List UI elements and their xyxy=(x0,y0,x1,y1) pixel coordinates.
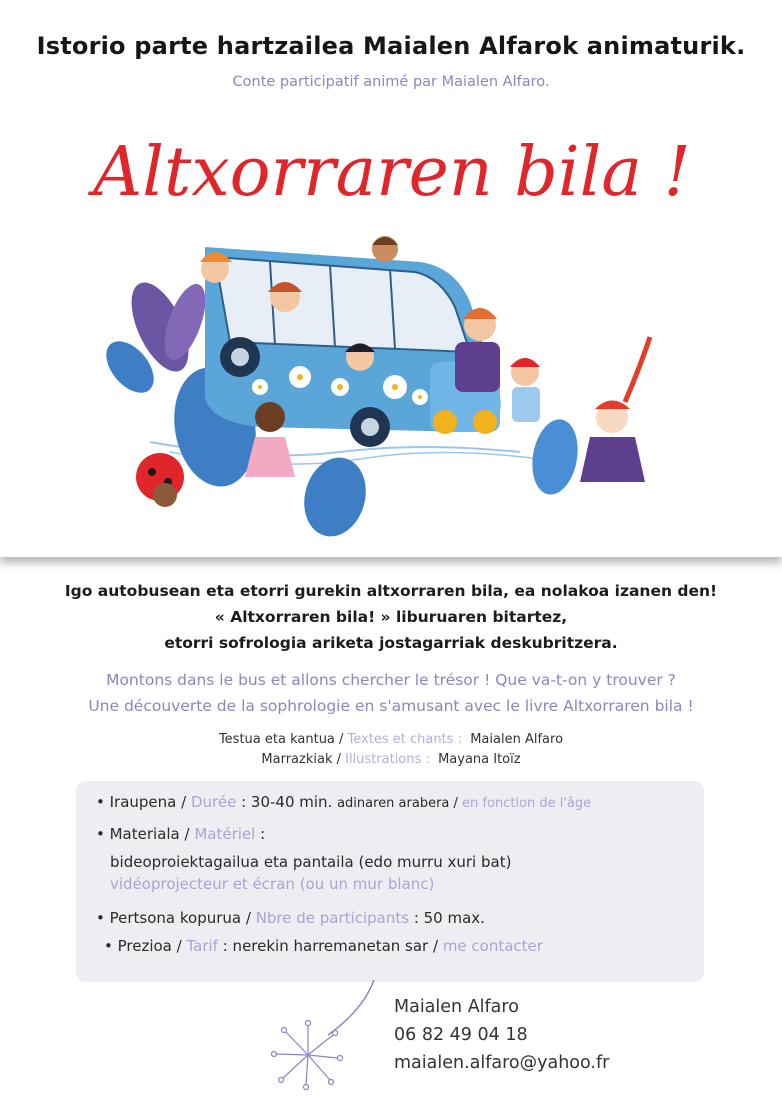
intro-basque xyxy=(0,578,782,656)
contact-block xyxy=(394,993,609,1077)
contact-email[interactable]: maialen.alfaro@yahoo.fr xyxy=(394,1053,610,1073)
cover-illustration xyxy=(0,97,782,557)
info-box xyxy=(76,781,704,982)
page-subtitle: Conte participatif animé par Maialen Alfaro. xyxy=(232,74,550,90)
intro-line: « Altxorraren bila! » liburuaren bitartez, xyxy=(214,608,568,626)
intro-line: Igo autobusean eta etorri gurekin altxorraren bila, ea nolakoa izanen den! xyxy=(64,582,718,600)
child-top xyxy=(372,236,398,262)
credit-text: Testua eta kantua / Textes et chants : Maialen Alfaro xyxy=(218,732,564,747)
title-suffix: k animaturik. xyxy=(562,32,746,60)
contact-name: Maialen Alfaro xyxy=(394,997,519,1017)
handwritten-title: Altxorraren bila ! xyxy=(93,133,691,212)
intro-line: etorri sofrologia ariketa jostagarriak deskubritzera. xyxy=(164,634,618,652)
intro-fr-line: Montons dans le bus et allons chercher le trésor ! Que va-t-on y trouver ? xyxy=(106,671,676,689)
credit-illustrations: Marrazkiak / Illustrations : Mayana Itoïz xyxy=(261,752,521,767)
info-material-value-fr: vidéoprojecteur et écran (ou un mur blanc) xyxy=(110,875,435,893)
info-duration: • Iraupena / Durée : 30-40 min. adinaren arabera / en fonction de l'âge xyxy=(96,793,592,811)
info-material: • Materiala / Matériel : xyxy=(96,825,266,843)
title-main: Istorio parte hartzailea Maialen Alfaro xyxy=(36,32,563,60)
contact-phone[interactable]: 06 82 49 04 18 xyxy=(394,1025,528,1045)
info-participants: • Pertsona kopurua / Nbre de participants : 50 max. xyxy=(96,909,485,927)
child-red-hair xyxy=(510,358,540,422)
dandelion-icon xyxy=(268,980,388,1090)
intro-french xyxy=(0,667,782,719)
intro-fr-line: Une découverte de la sophrologie en s'amusant avec le livre Altxorraren bila ! xyxy=(88,697,694,715)
info-price: • Prezioa / Tarif : nerekin harremanetan sar / me contacter xyxy=(104,937,543,955)
child-pigtails xyxy=(580,337,650,482)
info-material-value: bideoproiektagailua eta pantaila (edo murru xuri bat) xyxy=(110,853,512,871)
credits xyxy=(0,730,782,770)
child-ladybug xyxy=(136,453,184,507)
page-title xyxy=(0,32,782,60)
bus-illustration xyxy=(0,97,782,557)
